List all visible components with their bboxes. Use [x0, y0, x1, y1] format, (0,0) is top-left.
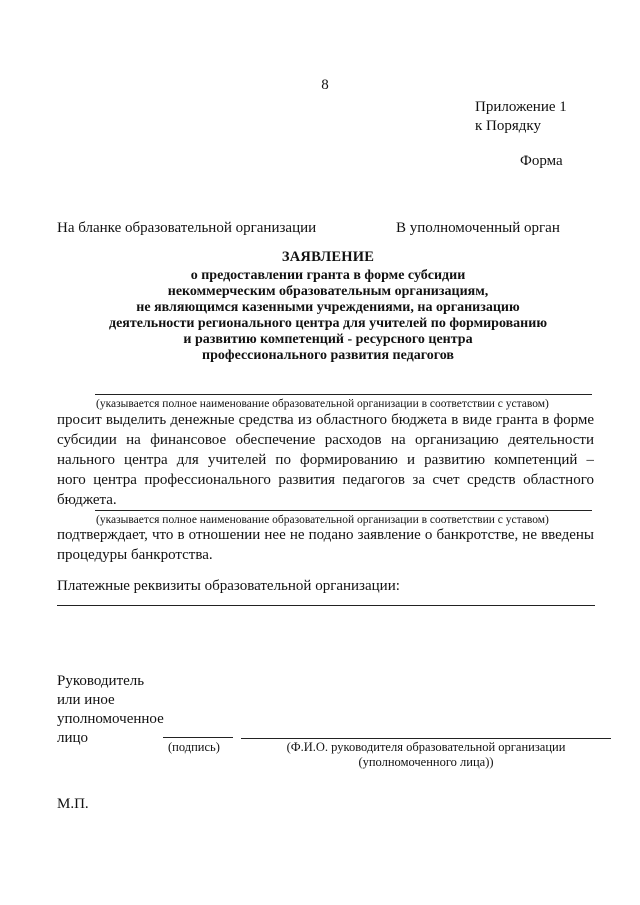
signature-line [163, 737, 233, 738]
document-title: ЗАЯВЛЕНИЕ [281, 249, 375, 265]
page-number: 8 [321, 77, 329, 93]
signatory-line: или иное [57, 692, 115, 708]
title-line: профессионального развития педагогов [202, 348, 454, 363]
stamp-place: М.П. [57, 796, 89, 812]
title-line: деятельности регионального центра для учителей по формированию [108, 316, 548, 331]
paragraph-line: субсидии на финансовое обеспечение расходов на организацию деятельности [57, 432, 594, 448]
organization-name-hint-2: (указывается полное наименование образовательной организации в соответствии с уставом) [96, 514, 549, 526]
title-line: некоммерческим образовательным организациям, [167, 284, 489, 299]
organization-name-hint: (указывается полное наименование образовательной организации в соответствии с уставом) [96, 398, 549, 410]
request-paragraph [57, 411, 594, 511]
recipient-note: В уполномоченный орган [396, 220, 560, 236]
paragraph-line: просит выделить денежные средства из областного бюджета в виде гранта в форме [57, 412, 594, 428]
title-line: и развитию компетенций - ресурсного центра [183, 332, 473, 347]
signatory-title [57, 672, 164, 748]
signatory-line: уполномоченное [57, 711, 164, 727]
full-name-line [241, 738, 611, 739]
organization-name-line-2 [95, 510, 592, 511]
title-line: не являющимся казенными учреждениями, на организацию [136, 300, 520, 315]
paragraph-line: подтверждает, что в отношении нее не подано заявление о банкротстве, не введены [57, 527, 594, 543]
signature-hint: (подпись) [168, 740, 220, 754]
full-name-hint-2: (уполномоченного лица)) [358, 755, 494, 769]
payment-details-label: Платежные реквизиты образовательной организации: [57, 578, 400, 594]
signatory-line: лицо [57, 730, 89, 746]
payment-details-line [57, 605, 595, 606]
paragraph-line: процедуры банкротства. [57, 547, 213, 563]
full-name-hint-1: (Ф.И.О. руководителя образовательной организации [286, 740, 566, 754]
paragraph-line: бюджета. [57, 492, 117, 508]
organization-name-line [95, 394, 592, 395]
confirmation-paragraph [57, 526, 594, 566]
signatory-line: Руководитель [57, 673, 145, 689]
appendix-line-1: Приложение 1 [475, 99, 567, 115]
title-line: о предоставлении гранта в форме субсидии [190, 268, 466, 283]
paragraph-line: нального центра для учителей по формированию и развитию компетенций – [57, 452, 594, 468]
letterhead-note: На бланке образовательной организации [57, 220, 317, 236]
form-label: Форма [520, 153, 563, 169]
appendix-line-2: к Порядку [475, 118, 541, 134]
title-block [60, 268, 596, 364]
paragraph-line: ного центра профессионального развития педагогов за счет средств областного [57, 472, 594, 488]
